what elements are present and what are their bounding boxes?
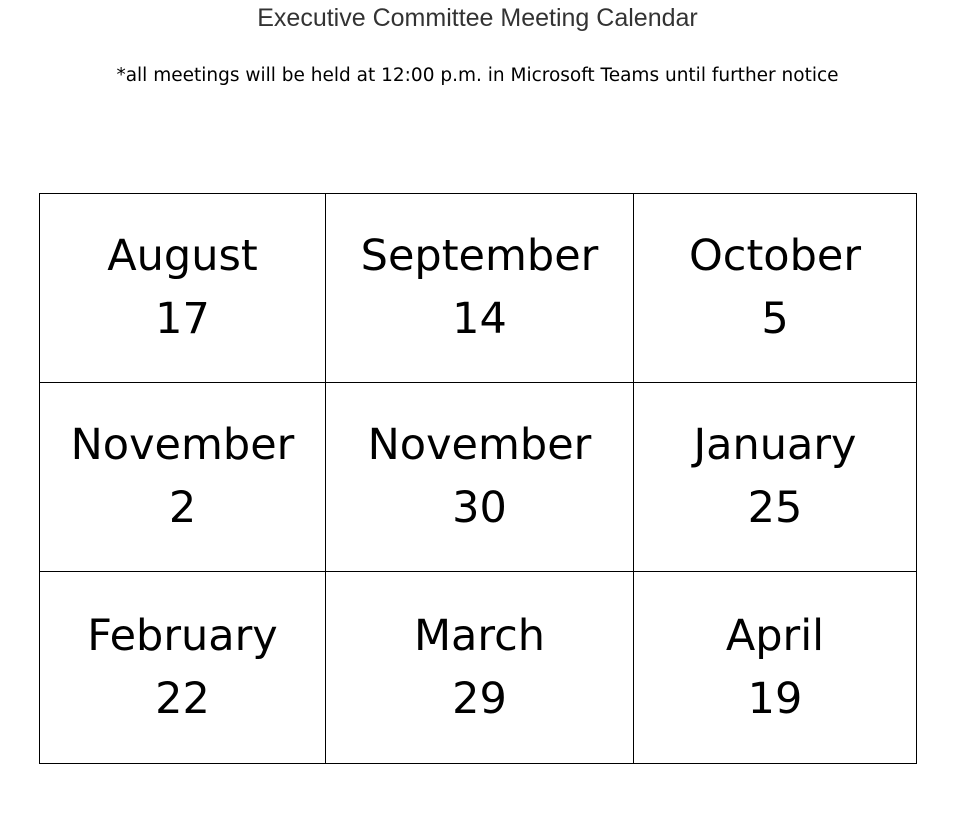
meeting-month: January — [693, 420, 857, 470]
meeting-cell — [634, 572, 917, 764]
meeting-day: 30 — [452, 483, 507, 533]
meeting-calendar-grid — [39, 193, 917, 764]
meeting-cell — [326, 383, 634, 572]
meeting-day: 19 — [747, 673, 803, 724]
meeting-cell — [40, 383, 326, 572]
meeting-month: April — [725, 610, 825, 661]
meeting-day: 14 — [452, 294, 507, 344]
meeting-day: 5 — [761, 294, 789, 344]
meeting-cell — [634, 194, 917, 383]
meeting-month: November — [367, 420, 592, 470]
meeting-month: March — [413, 610, 546, 661]
meeting-day: 22 — [155, 673, 210, 724]
meeting-month: August — [107, 231, 258, 281]
meeting-month: October — [688, 231, 862, 281]
meeting-cell — [326, 572, 634, 764]
meeting-day: 2 — [168, 483, 197, 533]
page-title: Executive Committee Meeting Calendar — [257, 4, 698, 32]
meeting-cell — [634, 383, 917, 572]
calendar-row — [40, 572, 917, 764]
calendar-row — [40, 383, 917, 572]
meeting-month: November — [70, 420, 295, 470]
meeting-cell — [40, 572, 326, 764]
meeting-month: September — [360, 231, 599, 281]
meeting-note: *all meetings will be held at 12:00 p.m. in Microsoft Teams until further notice — [116, 65, 839, 86]
meeting-day: 17 — [155, 294, 210, 344]
meeting-cell — [40, 194, 326, 383]
meeting-month: February — [87, 610, 278, 661]
meeting-day: 29 — [452, 673, 507, 724]
meeting-cell — [326, 194, 634, 383]
meeting-day: 25 — [747, 483, 803, 533]
calendar-row — [40, 194, 917, 383]
